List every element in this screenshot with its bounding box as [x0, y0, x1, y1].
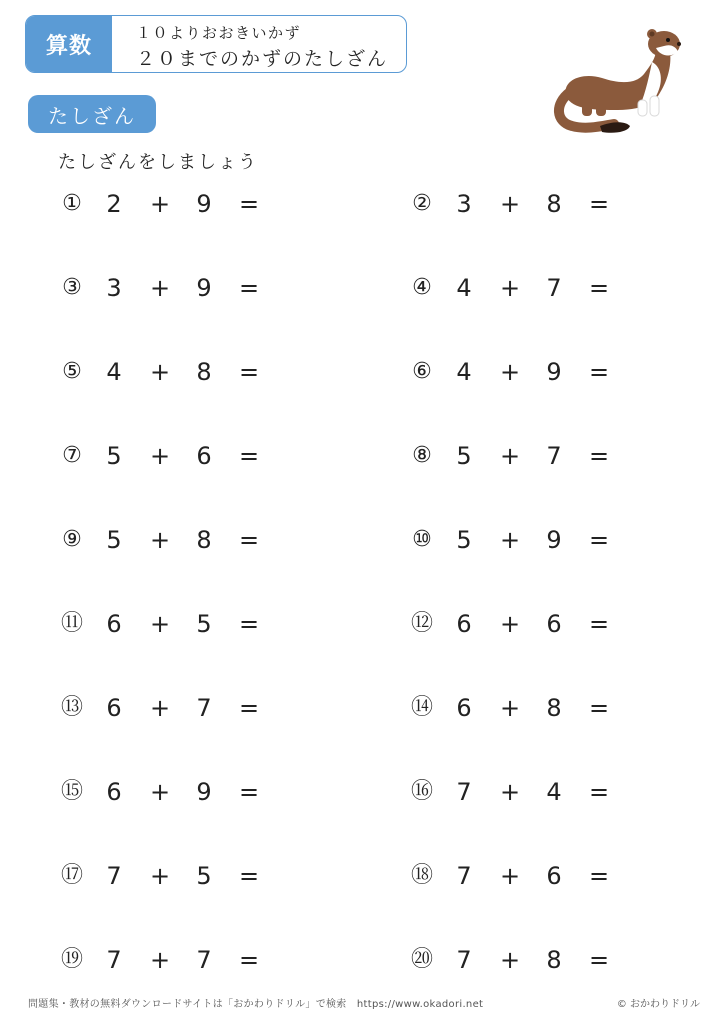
addend-b: 6 [546, 862, 562, 890]
equals-sign: = [588, 946, 610, 974]
equals-sign: = [588, 778, 610, 806]
addend-a: 4 [106, 358, 122, 386]
addend-a: 7 [106, 946, 122, 974]
addition-problem [58, 184, 348, 224]
equals-sign: = [238, 610, 260, 638]
addend-b: 7 [196, 946, 212, 974]
addend-a: 7 [456, 946, 472, 974]
problem-number: ⑫ [410, 611, 433, 636]
problem-number: ⑤ [62, 359, 82, 384]
equals-sign: = [238, 274, 260, 302]
addend-a: 5 [456, 442, 472, 470]
worksheet-subtitle: １０よりおおきいかず [136, 24, 302, 42]
addend-b: 8 [546, 190, 562, 218]
instruction-text: たしざんをしましょう [58, 152, 258, 173]
addend-b: 9 [546, 358, 562, 386]
plus-sign: + [149, 862, 171, 890]
addend-a: 5 [106, 442, 122, 470]
problem-number: ④ [412, 275, 432, 300]
equals-sign: = [238, 358, 260, 386]
addend-b: 7 [546, 274, 562, 302]
plus-sign: + [499, 190, 521, 218]
plus-sign: + [149, 442, 171, 470]
addition-problem [408, 772, 698, 812]
section-label: たしざん [28, 95, 156, 133]
addend-b: 5 [196, 610, 212, 638]
addend-b: 9 [196, 778, 212, 806]
addend-a: 6 [456, 610, 472, 638]
addend-a: 2 [106, 190, 122, 218]
addend-a: 5 [456, 526, 472, 554]
problem-number: ⑪ [60, 611, 83, 636]
equals-sign: = [238, 862, 260, 890]
addition-problem [58, 772, 348, 812]
addend-b: 6 [546, 610, 562, 638]
addition-problem [408, 856, 698, 896]
addend-b: 4 [546, 778, 562, 806]
plus-sign: + [499, 694, 521, 722]
problem-number: ⑩ [412, 527, 432, 552]
addition-problem [58, 688, 348, 728]
plus-sign: + [499, 442, 521, 470]
equals-sign: = [588, 442, 610, 470]
addend-b: 9 [196, 274, 212, 302]
problem-number: ⑮ [60, 779, 83, 804]
addition-problem [408, 604, 698, 644]
addend-a: 5 [106, 526, 122, 554]
addend-a: 4 [456, 274, 472, 302]
equals-sign: = [238, 526, 260, 554]
equals-sign: = [238, 694, 260, 722]
problem-number: ⑰ [60, 863, 83, 888]
plus-sign: + [499, 862, 521, 890]
equals-sign: = [238, 778, 260, 806]
plus-sign: + [149, 358, 171, 386]
addend-b: 9 [546, 526, 562, 554]
plus-sign: + [149, 274, 171, 302]
problem-number: ⑦ [62, 443, 82, 468]
addend-a: 6 [106, 694, 122, 722]
addition-problem [408, 268, 698, 308]
addition-problem [58, 352, 348, 392]
addend-b: 8 [546, 694, 562, 722]
addition-problem [58, 520, 348, 560]
problem-number: ⑧ [412, 443, 432, 468]
equals-sign: = [588, 274, 610, 302]
plus-sign: + [149, 526, 171, 554]
plus-sign: + [499, 358, 521, 386]
problem-number: ⑯ [410, 779, 433, 804]
addition-problem [408, 184, 698, 224]
plus-sign: + [149, 610, 171, 638]
problem-number: ⑬ [60, 695, 83, 720]
worksheet-title: ２０までのかずのたしざん [136, 48, 389, 70]
addend-a: 7 [456, 778, 472, 806]
problem-number: ⑨ [62, 527, 82, 552]
addition-problem [58, 268, 348, 308]
plus-sign: + [149, 778, 171, 806]
problem-number: ② [412, 191, 432, 216]
footer-copyright: © おかわりドリル [616, 999, 700, 1010]
problem-number: ⑳ [410, 947, 433, 972]
footer-source-text: 問題集・教材の無料ダウンロードサイトは「おかわりドリル」で検索 https://www.okadori.net [28, 999, 484, 1010]
plus-sign: + [149, 190, 171, 218]
addition-problem [408, 688, 698, 728]
plus-sign: + [149, 694, 171, 722]
problem-number: ③ [62, 275, 82, 300]
addend-b: 8 [546, 946, 562, 974]
addend-b: 7 [546, 442, 562, 470]
addition-problem [58, 436, 348, 476]
equals-sign: = [588, 358, 610, 386]
plus-sign: + [149, 946, 171, 974]
addend-a: 7 [456, 862, 472, 890]
addend-b: 8 [196, 526, 212, 554]
addend-a: 3 [456, 190, 472, 218]
addend-b: 5 [196, 862, 212, 890]
plus-sign: + [499, 526, 521, 554]
addition-problem [408, 940, 698, 980]
plus-sign: + [499, 778, 521, 806]
plus-sign: + [499, 610, 521, 638]
addend-b: 6 [196, 442, 212, 470]
addend-b: 8 [196, 358, 212, 386]
addend-b: 9 [196, 190, 212, 218]
addition-problem [408, 520, 698, 560]
addition-problem [408, 436, 698, 476]
addition-problem [58, 856, 348, 896]
addend-b: 7 [196, 694, 212, 722]
addition-problem [58, 604, 348, 644]
addition-problem [58, 940, 348, 980]
problem-number: ⑭ [410, 695, 433, 720]
equals-sign: = [588, 526, 610, 554]
equals-sign: = [238, 946, 260, 974]
subject-label: 算数 [26, 16, 112, 72]
plus-sign: + [499, 946, 521, 974]
addition-problem [408, 352, 698, 392]
equals-sign: = [588, 610, 610, 638]
problem-number: ① [62, 191, 82, 216]
equals-sign: = [238, 190, 260, 218]
addend-a: 6 [106, 610, 122, 638]
equals-sign: = [588, 694, 610, 722]
equals-sign: = [588, 862, 610, 890]
addend-a: 6 [106, 778, 122, 806]
addend-a: 3 [106, 274, 122, 302]
problem-number: ⑱ [410, 863, 433, 888]
addend-a: 6 [456, 694, 472, 722]
addend-a: 7 [106, 862, 122, 890]
problem-number: ⑥ [412, 359, 432, 384]
plus-sign: + [499, 274, 521, 302]
problem-number: ⑲ [60, 947, 83, 972]
equals-sign: = [588, 190, 610, 218]
addend-a: 4 [456, 358, 472, 386]
equals-sign: = [238, 442, 260, 470]
